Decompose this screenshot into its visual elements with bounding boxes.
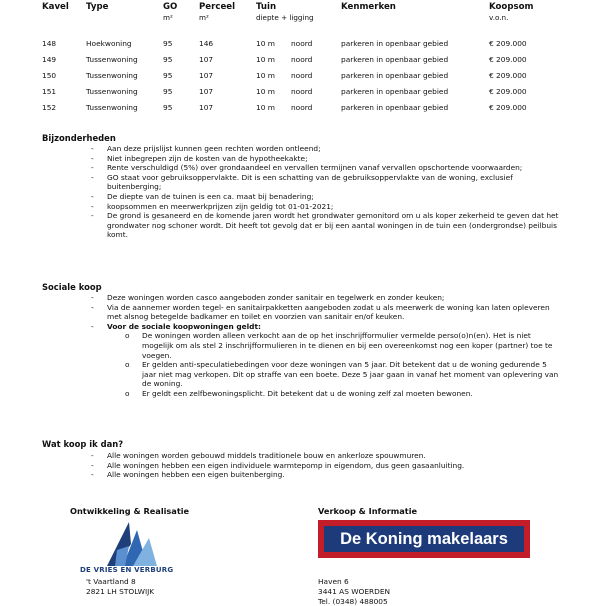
list-item: - Deze woningen worden casco aangeboden zonder sanitair en tegelwerk en zonder keuken;	[91, 293, 445, 302]
dash-bullet-icon: -	[91, 451, 94, 460]
cell-perceel: 107	[199, 87, 214, 96]
col-subheader-go: m²	[163, 13, 173, 22]
cell-tuin-ligging: noord	[291, 71, 313, 80]
list-item: - Rente verschuldigd (5%) over grondaandeel en vervallen termijnen vanaf vervallen opschortende voorwaarden;	[91, 163, 523, 173]
cell-tuin-diepte: 10 m	[256, 71, 275, 80]
dash-bullet-icon: -	[91, 163, 94, 173]
cell-tuin-diepte: 10 m	[256, 39, 275, 48]
section-title-bijzonderheden: Bijzonderheden	[42, 133, 116, 143]
cell-kavel: 148	[42, 39, 57, 48]
table-row	[0, 71, 595, 83]
cell-type: Tussenwoning	[86, 87, 138, 96]
dash-bullet-icon: -	[91, 321, 94, 331]
list-item: - koopsommen en meerwerkprijzen zijn geldig tot 01-01-2021;	[91, 201, 334, 211]
footer-left-address-1: 't Vaartland 8	[86, 577, 136, 586]
list-item: - GO staat voor gebruiksoppervlakte. Dit is een schatting van de gebruiksoppervlakte van de woning, exclusief buitenberging;	[91, 172, 513, 192]
cell-go: 95	[163, 39, 173, 48]
dash-bullet-icon: -	[91, 153, 94, 163]
list-item: - De grond is gesaneerd en de komende jaren wordt het grondwater gemonitord om u als koper zekerheid te geven dat het grondwater nog schoner wordt. Dit heeft tot gevolg dat er bij een aantal woningen in de tuin een (ondergrondse) peilbuis komt.	[91, 211, 559, 240]
table-row	[0, 55, 595, 67]
col-subheader-koopsom: v.o.n.	[489, 13, 509, 22]
col-header-type: Type	[86, 2, 109, 12]
dash-bullet-icon: -	[91, 144, 94, 153]
cell-kenmerken: parkeren in openbaar gebied	[341, 71, 449, 80]
cell-kenmerken: parkeren in openbaar gebied	[341, 55, 449, 64]
dash-bullet-icon: -	[91, 191, 94, 201]
footer-right-address-2: 3441 AS WOERDEN	[318, 587, 391, 596]
dash-bullet-icon: -	[91, 460, 94, 470]
de-vries-logo-text: DE VRIES EN VERBURG	[80, 566, 174, 574]
circle-bullet-icon: o	[125, 388, 130, 398]
cell-kavel: 149	[42, 55, 57, 64]
cell-perceel: 107	[199, 103, 214, 112]
col-header-koopsom: Koopsom	[489, 2, 534, 12]
cell-kenmerken: parkeren in openbaar gebied	[341, 39, 449, 48]
cell-type: Tussenwoning	[86, 103, 138, 112]
col-subheader-perceel: m²	[199, 13, 209, 22]
cell-perceel: 146	[199, 39, 214, 48]
cell-go: 95	[163, 103, 173, 112]
dash-bullet-icon: -	[91, 470, 94, 480]
cell-tuin-diepte: 10 m	[256, 87, 275, 96]
cell-tuin-ligging: noord	[291, 87, 313, 96]
table-row	[0, 103, 595, 115]
col-header-kavel: Kavel	[42, 2, 69, 12]
circle-bullet-icon: o	[125, 360, 130, 370]
cell-type: Hoekwoning	[86, 39, 132, 48]
dash-bullet-icon: -	[91, 302, 94, 312]
dash-bullet-icon: -	[91, 172, 94, 182]
list-item: o Er gelden anti-speculatiebedingen voor deze woningen van 5 jaar. Dit betekent dat u de woning gedurende 5 jaar niet mag verkopen. Dit op straffe van een boete. Deze 5 jaar gaan in vanaf het moment van oplevering van de woning.	[125, 360, 559, 389]
de-vries-en-verburg-logo	[103, 520, 159, 568]
cell-type: Tussenwoning	[86, 55, 138, 64]
section-title-wat-koop: Wat koop ik dan?	[42, 439, 124, 449]
de-koning-makelaars-logo	[318, 520, 530, 558]
col-header-tuin: Tuin	[256, 2, 277, 12]
circle-bullet-icon: o	[125, 331, 130, 341]
list-item: - Alle woningen hebben een eigen buitenberging.	[91, 470, 285, 480]
cell-koopsom: € 209.000	[489, 39, 527, 48]
cell-kenmerken: parkeren in openbaar gebied	[341, 103, 449, 112]
col-subheader-tuin: diepte + ligging	[256, 13, 314, 22]
list-item: - Alle woningen worden gebouwd middels traditionele bouw en ankerloze spouwmuren.	[91, 451, 426, 460]
cell-tuin-ligging: noord	[291, 55, 313, 64]
section-title-sociale-koop: Sociale koop	[42, 282, 102, 292]
cell-go: 95	[163, 55, 173, 64]
cell-koopsom: € 209.000	[489, 71, 527, 80]
cell-go: 95	[163, 71, 173, 80]
de-koning-logo-text: De Koning makelaars	[340, 529, 508, 548]
cell-go: 95	[163, 87, 173, 96]
footer-right-phone: Tel. (0348) 488005	[318, 597, 388, 606]
list-item: o Er geldt een zelfbewoningsplicht. Dit betekent dat u de woning zelf zal moeten bewonen.	[125, 388, 473, 398]
cell-perceel: 107	[199, 55, 214, 64]
wat-koop-list	[0, 451, 595, 480]
cell-kavel: 150	[42, 71, 57, 80]
list-item: - Via de aannemer worden tegel- en sanitairpakketten aangeboden zodat u als meerwerk de woning kan laten opleveren met alsnog betegelde badkamer en toilet en voorzien van sanitair en/of keuken.	[91, 302, 550, 322]
cell-kavel: 151	[42, 87, 57, 96]
sociale-koop-list	[0, 293, 595, 399]
cell-tuin-ligging: noord	[291, 39, 313, 48]
cell-tuin-diepte: 10 m	[256, 103, 275, 112]
list-item: - De diepte van de tuinen is een ca. maat bij benadering;	[91, 191, 314, 201]
col-header-go: GO	[163, 2, 178, 12]
cell-tuin-ligging: noord	[291, 103, 313, 112]
list-item: - Alle woningen hebben een eigen individuele warmtepomp in eigendom, dus geen gasaanluiting.	[91, 460, 465, 470]
footer-right-address-1: Haven 6	[318, 577, 349, 586]
bijzonderheden-list	[0, 144, 595, 240]
cell-koopsom: € 209.000	[489, 103, 527, 112]
table-row	[0, 39, 595, 51]
list-item: - Aan deze prijslijst kunnen geen rechten worden ontleend;	[91, 144, 321, 153]
cell-koopsom: € 209.000	[489, 55, 527, 64]
col-header-perceel: Perceel	[199, 2, 236, 12]
dash-bullet-icon: -	[91, 211, 94, 221]
dash-bullet-icon: -	[91, 293, 94, 302]
cell-kenmerken: parkeren in openbaar gebied	[341, 87, 449, 96]
cell-type: Tussenwoning	[86, 71, 138, 80]
cell-koopsom: € 209.000	[489, 87, 527, 96]
cell-tuin-diepte: 10 m	[256, 55, 275, 64]
dash-bullet-icon: -	[91, 201, 94, 211]
table-row	[0, 87, 595, 99]
col-header-kenmerken: Kenmerken	[341, 2, 396, 12]
list-item: o De woningen worden alleen verkocht aan de op het inschrijfformulier vermelde perso(o)n(en). Het is niet mogelijk om als stel 2 inschrijfformulieren in te dienen en bij een overeenkomst nog een koper (partner) toe te voegen.	[125, 331, 553, 360]
footer-title-ontwikkeling: Ontwikkeling & Realisatie	[70, 506, 190, 516]
cell-perceel: 107	[199, 71, 214, 80]
footer-title-verkoop: Verkoop & Informatie	[318, 506, 418, 516]
voorwaarden-title: Voor de sociale koopwoningen geldt:	[107, 321, 261, 331]
list-item: - Niet inbegrepen zijn de kosten van de hypotheekakte;	[91, 153, 308, 163]
cell-kavel: 152	[42, 103, 57, 112]
list-item	[0, 322, 560, 332]
footer-left-address-2: 2821 LH STOLWIJK	[86, 587, 155, 596]
